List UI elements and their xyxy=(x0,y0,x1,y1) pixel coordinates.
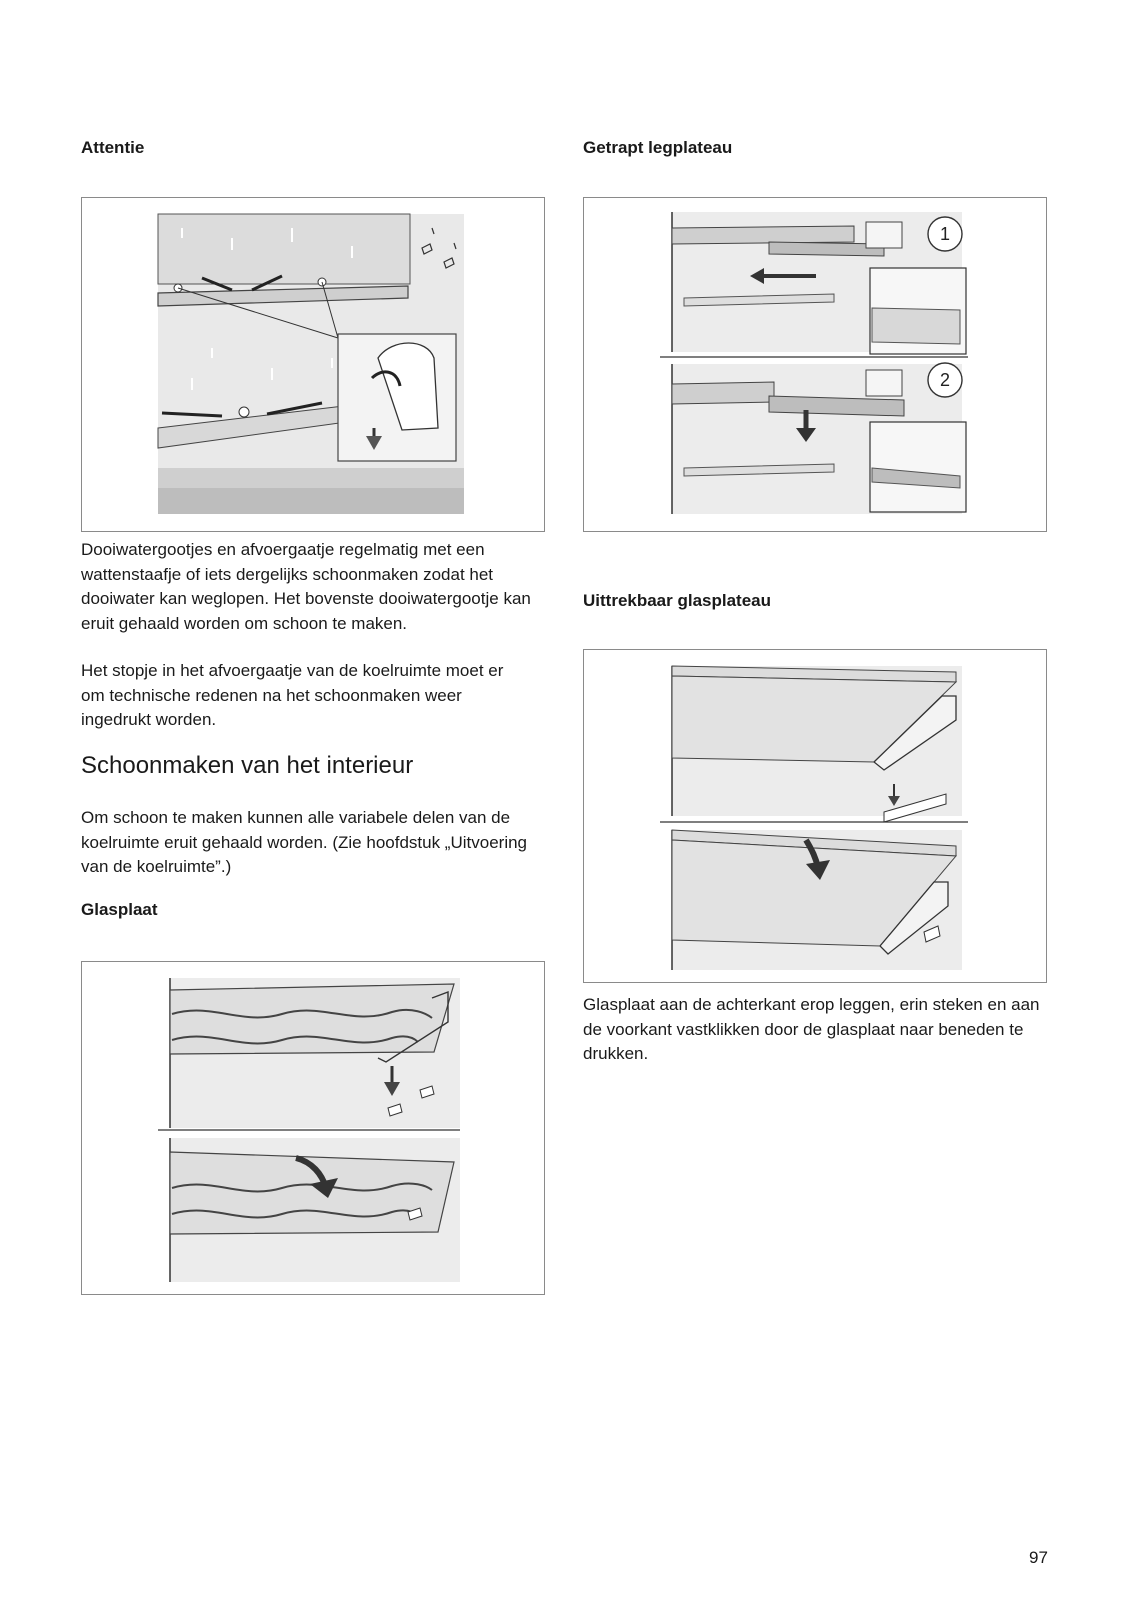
glasplaat-heading: Glasplaat xyxy=(81,900,158,919)
pullout-shelf-illustration xyxy=(584,650,1047,983)
attention-heading: Attentie xyxy=(81,138,145,157)
glass-plate-illustration xyxy=(82,962,545,1295)
drain-cleaning-illustration xyxy=(82,198,545,532)
pullout-shelf-heading: Uittrekbaar glasplateau xyxy=(583,591,772,610)
step-label-2: 2 xyxy=(939,370,951,390)
pullout-paragraph: Glasplaat aan de achterkant erop leggen, erin steken en aan de voorkant vastklikken door de glasplaat naar beneden te drukken. xyxy=(583,995,1040,1063)
figure-stepped-shelf xyxy=(583,197,1047,532)
section-paragraph: Om schoon te maken kunnen alle variabele delen van de koelruimte eruit gehaald worden. (Zie hoofdstuk „Uitvoering van de koelruimte”.) xyxy=(81,808,528,876)
stepped-shelf-illustration xyxy=(584,198,1047,532)
section-title: Schoonmaken van het interieur xyxy=(81,752,414,779)
stepped-shelf-heading: Getrapt legplateau xyxy=(583,138,733,157)
figure-pullout-shelf xyxy=(583,649,1047,983)
figure-drain-cleaning xyxy=(81,197,545,532)
attention-paragraph-1: Dooiwatergootjes en afvoergaatje regelmatig met een wattenstaafje of iets dergelijks schoonmaken zodat het dooiwater kan weglopen. Het bovenste dooiwatergootje kan eruit gehaald worden om schoon te maken. xyxy=(81,540,531,633)
step-label-1: 1 xyxy=(939,224,951,244)
figure-glass-plate xyxy=(81,961,545,1295)
page-number: 97 xyxy=(1029,1548,1048,1567)
attention-paragraph-2: Het stopje in het afvoergaatje van de koelruimte moet er om technische redenen na het schoonmaken weer ingedrukt worden. xyxy=(81,661,504,729)
